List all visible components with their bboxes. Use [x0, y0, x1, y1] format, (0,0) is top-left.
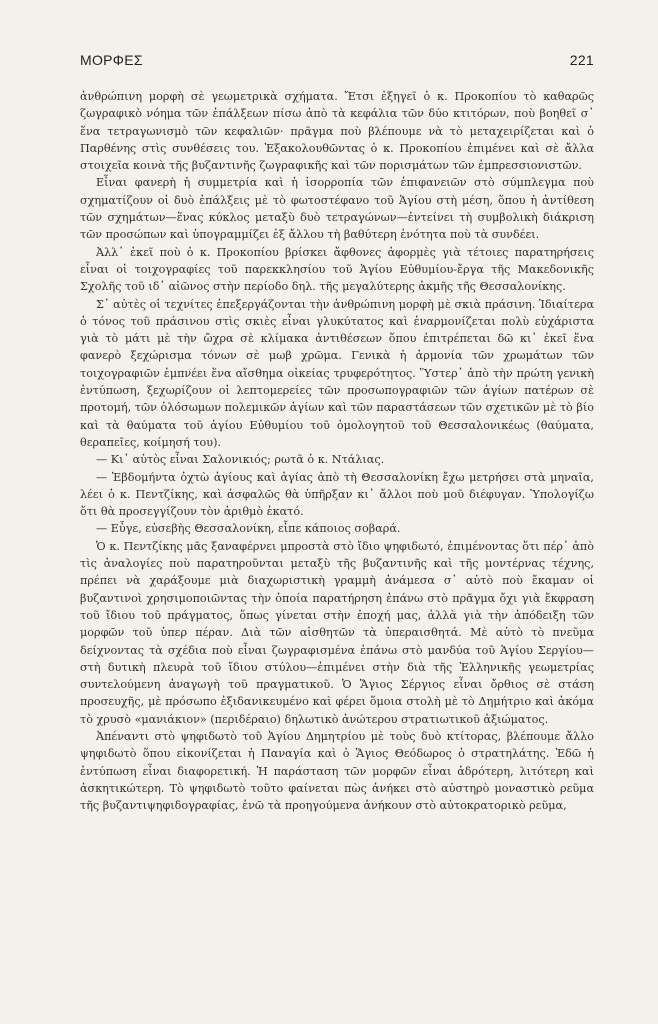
dialogue-line: — Εὖγε, εὐσεβὴς Θεσσαλονίκη, εἶπε κάποιος σοβαρά. [96, 522, 401, 536]
dialogue-line: — Κι᾽ αὐτὸς εἶναι Σαλονικιός; ρωτᾶ ὁ κ. Ντάλιας. [96, 453, 385, 467]
running-title: ΜΟΡΦΕΣ [80, 52, 143, 68]
page-number: 221 [569, 52, 594, 68]
paragraph: Σ᾽ αὐτὲς οἱ τεχνίτες ἐπεξεργάζονται τὴν ἀνθρώπινη μορφὴ μὲ σκιὰ πράσινη. Ἰδιαίτερα ὁ τόνος τοῦ πράσινου στὶς σκιὲς εἶναι γλυκύτατος καὶ ἐναρμονίζεται πολὺ εὐχάριστα γιὰ τὸ μάτι μὲ τὴν ὤχρα σὲ κλίμακα ἀντιθέσεων ὅπου ἐπιτρέπεται δῶ κι᾽ ἐκεῖ ἕνα φανερὸ ξεχώρισμα τόνων σὲ μωβ χρῶμα. Γενικὰ ἡ ἁρμονία τῶν χρωμάτων τῶν τοιχογραφιῶν ἐμπνέει ἕνα αἴσθημα οἰκείας τρυφερότητος. Ὕστερ᾽ ἀπὸ τὴν πρώτη γενικὴ ἐντύπωση, ξεχωρίζουν οἱ λεπτομερείες τῶν προσωπογραφιῶν τῶν ἁγίων πατέρων σὲ προτομή, τῶν ὁλόσωμων πολεμικῶν ἁγίων καὶ τῶν παραστάσεων τῶν σχετικῶν μὲ τὸ βίο καὶ τὰ θαύματα τοῦ ἁγίου Εὐθυμίου τοῦ ὁμολογητοῦ τοῦ Θεσσαλονικέως (θαύματα, θεραπεῖες, κοίμησή του). [80, 297, 594, 449]
paragraph: Εἶναι φανερὴ ἡ συμμετρία καὶ ἡ ἰσορροπία τῶν ἐπιφανειῶν στὸ σύμπλεγμα ποὺ σχηματίζουν οἱ δυὸ ἐπάλξεις μὲ τὸ φωτοστέφανο τοῦ Ἁγίου στὴ μέση, ὅπου ἡ ἀντίθεση τῶν σχημάτων—ἕνας κύκλος μεταξὺ δυὸ τετραγώνων—ἐντείνει τὴ συμβολικὴ διάκριση τῶν προσώπων καὶ ὑπογραμμίζει ἐξ ἄλλου τὴ βαθύτερη ἑνότητα ποὺ τὰ συνδέει. [80, 176, 594, 242]
page-header [80, 52, 594, 68]
paragraph: Ὁ κ. Πεντζίκης μᾶς ξαναφέρνει μπροστὰ στὸ ἴδιο ψηφιδωτό, ἐπιμένοντας ὅτι πέρ᾽ ἀπὸ τὶς ἀναλογίες ποὺ παρατηροῦνται μεταξὺ τῆς βυζαντινῆς καὶ τῆς μοντέρνας τέχνης, πρέπει νὰ χαράξουμε μιὰ διαχωριστικὴ γραμμὴ ἀνάμεσα σ᾽ αὐτὸ ποὺ ἔκαμαν οἱ βυζαντινοὶ χρησιμοποιῶντας τὴν ὁποία παρατήρηση ἐπάνω στὸ πρᾶγμα ὄχι γιὰ ἔκφραση τοῦ ἴδιου τοῦ πράγματος, ὅπως γίνεται στὴν ἐποχή μας, ἀλλὰ γιὰ τὴν ἀπόδειξη τῶν μορφῶν τοῦ ὑπερ πέραν. Διὰ τῶν αἰσθητῶν τὰ ὑπεραισθητά. Μὲ αὐτὸ τὸ πνεῦμα δείχνοντας τὰ σχέδια ποὺ εἶναι ζωγραφισμένα ἐπάνω στὸ μανδύα τοῦ Ἁγίου Σεργίου—στὴ δυτικὴ πλευρὰ τοῦ ἴδιου στύλου—ἐπιμένει στὴν διὰ τῆς Ἑλληνικῆς γεωμετρίας συντελούμενη ἀναγωγὴ τοῦ πραγματικοῦ. Ὁ Ἅγιος Σέργιος εἶναι ὄρθιος σὲ στάση προσευχῆς, μὲ πρόσωπο ἐξιδανικευμένο καὶ φέρει ὅμοια στολὴ μὲ τὸ Δημήτριο καὶ ἀκόμα τὸ χρυσὸ «μανιάκιον» (περιδέραιο) δηλωτικὸ ἀνώτερου στρατιωτικοῦ ἀξιώματος. [80, 539, 594, 726]
paragraph: Ἀπέναντι στὸ ψηφιδωτὸ τοῦ Ἁγίου Δημητρίου μὲ τοὺς δυὸ κτίτορας, βλέπουμε ἄλλο ψηφιδωτὸ ὅπου εἰκονίζεται ἡ Παναγία καὶ ὁ Ἅγιος Θεόδωρος ὁ στρατηλάτης. Ἐδῶ ἡ ἐντύπωση εἶναι διαφορετική. Ἡ παράσταση τῶν μορφῶν εἶναι ἀδρότερη, λιτότερη καὶ ἀσκητικώτερη. Τὸ ψηφιδωτὸ τοῦτο φαίνεται πὼς ἀνήκει στὸ αὐστηρὸ μοναστικὸ ρεῦμα τῆς βυζαντιψηφιδογραφίας, ἐνῶ τὰ προηγούμενα ἀνήκουν στὸ αὐτοκρατορικὸ ρεῦμα, [80, 729, 594, 813]
paragraph: ἀνθρώπινη μορφὴ σὲ γεωμετρικὰ σχήματα. Ἔτσι ἐξηγεῖ ὁ κ. Προκοπίου τὸ καθαρῶς ζωγραφικὸ νόημα τῶν ἐπάλξεων πίσω ἀπὸ τὰ κεφάλια τῶν δύο κτιτόρων, ποὺ βοηθεῖ σ᾽ ἕνα τετραγωνισμὸ τῶν κεφαλιῶν· πρᾶγμα ποὺ βλέπουμε νὰ τὸ μεταχειρίζεται καὶ ὁ Παρθένης στὶς συνθέσεις του. Ἐξακολουθῶντας ὁ κ. Προκοπίου ἐπιμένει καὶ σὲ ἄλλα στοιχεῖα κοινὰ τῆς βυζαντινῆς ζωγραφικῆς καὶ τῶν πορισμάτων τῶν ἐμπρεσσιονιστῶν. [80, 90, 594, 173]
dialogue-line: — Ἑβδομήντα ὀχτὼ ἁγίους καὶ ἁγίας ἀπὸ τὴ Θεσσαλονίκη ἔχω μετρήσει στὰ μηναῖα, λέει ὁ κ. Πεντζίκης, καὶ ἀσφαλῶς θὰ ὑπῆρξαν κι᾽ ἄλλοι ποὺ μοῦ διέφυγαν. Ὑπολογίζω ὅτι θὰ προσεγγίζουν τὸν ἀριθμὸ ἑκατό. [80, 470, 594, 519]
body-text [80, 88, 594, 814]
paragraph: Ἀλλ᾽ ἐκεῖ ποὺ ὁ κ. Προκοπίου βρίσκει ἄφθονες ἀφορμὲς γιὰ τέτοιες παρατηρήσεις εἶναι οἱ τοιχογραφίες τοῦ παρεκκλησίου τοῦ Ἁγίου Εὐθυμίου-ἔργα τῆς Μακεδονικῆς Σχολῆς τοῦ ιδ᾽ αἰῶνος στὴν περίοδο δηλ. τῆς μεγαλύτερης ἀκμῆς τῆς Θεσσαλονίκης. [80, 245, 594, 294]
